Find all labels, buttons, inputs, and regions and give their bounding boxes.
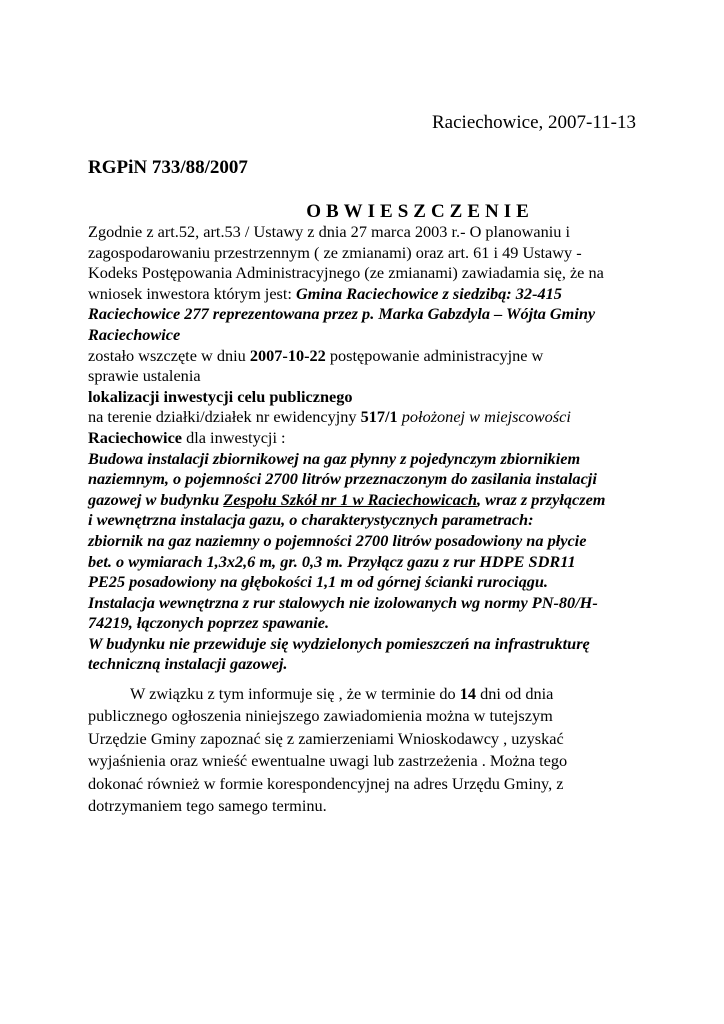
body-line bbox=[88, 284, 648, 305]
body-line bbox=[88, 428, 648, 449]
investment-description: W budynku nie przewiduje się wydzielonych pomieszczeń na infrastrukturę bbox=[88, 633, 590, 653]
body-line bbox=[88, 407, 648, 428]
investment-description: 74219, łączonych poprzez spawanie. bbox=[88, 613, 330, 633]
body-line bbox=[88, 469, 648, 490]
body-line bbox=[88, 346, 648, 367]
investment-description: zbiornik na gaz naziemny o pojemności 2700 litrów posadowiony na płycie bbox=[88, 530, 587, 550]
body-line bbox=[88, 593, 648, 614]
body-text: zostało wszczęte w dniu bbox=[88, 345, 250, 365]
investment-description: PE25 posadowiony na głębokości 1,1 m od górnej ścianki rurociągu. bbox=[88, 572, 548, 592]
body-line bbox=[88, 304, 648, 325]
notice-line bbox=[88, 750, 648, 772]
notice-body bbox=[88, 222, 648, 675]
notice-text: dotrzymaniem tego samego terminu. bbox=[88, 796, 327, 816]
investor-name: Raciechowice 277 reprezentowana przez p. Marka Gabzdyla – Wójta Gminy bbox=[88, 304, 596, 324]
body-line bbox=[88, 263, 648, 284]
document-title: OBWIESZCZENIE bbox=[306, 201, 534, 222]
investment-description: bet. o wymiarach 1,3x2,6 m, gr. 0,3 m. Przyłącz gazu z rur HDPE SDR11 bbox=[88, 551, 576, 571]
body-line bbox=[88, 449, 648, 470]
place-date: Raciechowice, 2007-11-13 bbox=[432, 112, 636, 133]
parcel-number: 517/1 bbox=[360, 407, 398, 427]
body-line bbox=[88, 552, 648, 573]
body-text: postępowanie administracyjne w bbox=[325, 345, 544, 365]
investor-name: Raciechowice bbox=[88, 324, 181, 344]
investment-description: i wewnętrzna instalacja gazu, o charakterystycznych parametrach: bbox=[88, 510, 534, 530]
body-line bbox=[88, 325, 648, 346]
investment-description: Budowa instalacji zbiornikowej na gaz płynny z pojedynczym zbiornikiem bbox=[88, 448, 581, 468]
notice-text: wyjaśnienia oraz wnieść ewentualne uwagi lub zastrzeżenia . Można tego bbox=[88, 751, 568, 771]
investment-description: , wraz z przyłączem bbox=[477, 489, 606, 509]
notice-text: W związku z tym informuje się , że w terminie do bbox=[130, 684, 460, 703]
body-line bbox=[88, 490, 648, 511]
notice-line bbox=[88, 795, 648, 817]
notice-line bbox=[88, 728, 648, 750]
body-line bbox=[88, 222, 648, 243]
subject-heading: lokalizacji inwestycji celu publicznego bbox=[88, 386, 353, 406]
body-line bbox=[88, 572, 648, 593]
investment-description: Instalacja wewnętrzna z rur stalowych nie izolowanych wg normy PN-80/H- bbox=[88, 592, 598, 612]
body-line bbox=[88, 613, 648, 634]
body-line bbox=[88, 510, 648, 531]
investor-name: Gmina Raciechowice z siedzibą: 32-415 bbox=[296, 283, 562, 303]
body-line bbox=[88, 531, 648, 552]
notice-text: dni od dnia bbox=[476, 684, 554, 703]
notice-line bbox=[88, 773, 648, 795]
body-line bbox=[88, 366, 648, 387]
notice-text: dokonać również w formie korespondencyjnej na adres Urzędu Gminy, z bbox=[88, 773, 564, 793]
notice-text: Urzędzie Gminy zapoznać się z zamierzeniami Wnioskodawcy , uzyskać bbox=[88, 728, 564, 748]
body-text: sprawie ustalenia bbox=[88, 366, 201, 386]
deadline-days: 14 bbox=[459, 684, 477, 703]
school-name: Zespołu Szkół nr 1 w Raciechowicach bbox=[223, 489, 478, 509]
body-text: dla inwestycji : bbox=[182, 427, 286, 447]
body-line bbox=[88, 654, 648, 675]
investment-description: gazowej w budynku bbox=[88, 489, 224, 509]
body-text: na terenie działki/działek nr ewidencyjny bbox=[88, 407, 361, 427]
locality-name: Raciechowice bbox=[88, 427, 183, 447]
notice-line bbox=[88, 683, 648, 705]
body-line bbox=[88, 387, 648, 408]
notice-paragraph bbox=[88, 683, 648, 817]
body-line bbox=[88, 634, 648, 655]
body-line bbox=[88, 243, 648, 264]
body-text: wniosek inwestora którym jest: bbox=[88, 283, 297, 303]
body-text: położonej w miejscowości bbox=[397, 407, 571, 427]
investment-description: techniczną instalacji gazowej. bbox=[88, 654, 288, 674]
notice-text: publicznego ogłoszenia niniejszego zawiadomienia można w tutejszym bbox=[88, 706, 553, 726]
body-text: Zgodnie z art.52, art.53 / Ustawy z dnia 27 marca 2003 r.- O planowaniu i bbox=[88, 222, 570, 241]
notice-line bbox=[88, 705, 648, 727]
reference-number: RGPiN 733/88/2007 bbox=[88, 157, 248, 178]
investment-description: naziemnym, o pojemności 2700 litrów przeznaczonym do zasilania instalacji bbox=[88, 469, 597, 489]
initiation-date: 2007-10-22 bbox=[249, 345, 326, 365]
body-text: zagospodarowaniu przestrzennym ( ze zmianami) oraz art. 61 i 49 Ustawy - bbox=[88, 242, 582, 262]
body-text: Kodeks Postępowania Administracyjnego (ze zmianami) zawiadamia się, że na bbox=[88, 263, 604, 283]
